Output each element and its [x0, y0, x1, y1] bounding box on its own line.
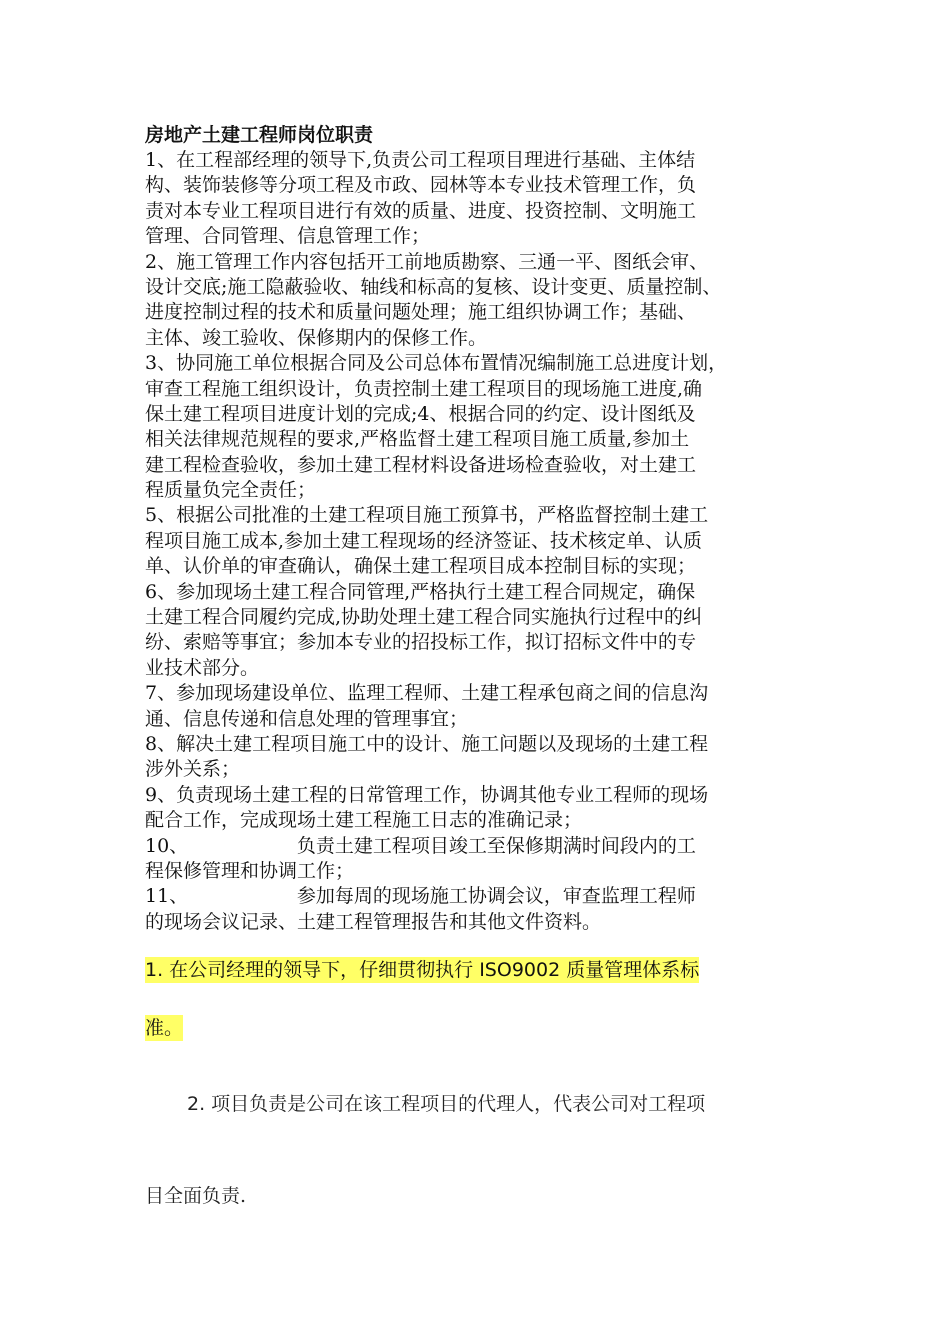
text-line: 11、 参加每周的现场施工协调会议，审查监理工程师	[145, 885, 696, 908]
text-line: 保土建工程项目进度计划的完成;4、根据合同的约定、设计图纸及	[145, 402, 696, 425]
text-line: 程质量负完全责任；	[145, 479, 317, 502]
text-line: 管理、合同管理、信息管理工作；	[145, 225, 431, 248]
text-line: 程项目施工成本,参加土建工程现场的经济签证、技术核定单、认质	[145, 529, 703, 552]
text-line: 纷、索赔等事宜；参加本专业的招投标工作，拟订招标文件中的专	[145, 631, 697, 654]
paragraph-2-number: 2.	[187, 1093, 206, 1115]
highlighted-text-line: 准。	[145, 1017, 184, 1039]
text-line: 设计交底;施工隐蔽验收、轴线和标高的复核、设计变更、质量控制、	[145, 275, 722, 298]
text-line: 通、信息传递和信息处理的管理事宜；	[145, 707, 469, 730]
text-line: 1、在工程部经理的领导下,负责公司工程项目理进行基础、主体结	[145, 149, 696, 171]
text-line: 建工程检查验收，参加土建工程材料设备进场检查验收，对土建工	[145, 453, 697, 476]
document-title: 房地产土建工程师岗位职责	[145, 124, 374, 146]
paragraph-2-text: 项目负责是公司在该工程项目的代理人，代表公司对工程项	[205, 1093, 706, 1115]
text-line: 单、认价单的审查确认，确保土建工程项目成本控制目标的实现；	[145, 555, 697, 578]
text-line: 业技术部分。	[145, 656, 260, 679]
text-line: 责对本专业工程项目进行有效的质量、进度、投资控制、文明施工	[145, 199, 697, 222]
text-line: 6、参加现场土建工程合同管理,严格执行土建工程合同规定，确保	[145, 580, 696, 603]
paragraph-2-line	[187, 1091, 705, 1117]
highlighted-text-line: 1. 在公司经理的领导下，仔细贯彻执行 ISO9002 质量管理体系标	[145, 959, 700, 981]
text-line: 7、参加现场建设单位、监理工程师、土建工程承包商之间的信息沟	[145, 682, 709, 705]
text-line: 主体、竣工验收、保修期内的保修工作。	[145, 326, 488, 349]
text-line: 9、负责现场土建工程的日常管理工作，协调其他专业工程师的现场	[145, 783, 709, 806]
paragraph-2-line: 目全面负责.	[145, 1185, 247, 1207]
text-line: 10、 负责土建工程项目竣工至保修期满时间段内的工	[145, 834, 696, 857]
text-line: 的现场会议记录、土建工程管理报告和其他文件资料。	[145, 910, 602, 933]
text-line: 2、施工管理工作内容包括开工前地质勘察、三通一平、图纸会审、	[145, 250, 709, 273]
text-line: 构、装饰装修等分项工程及市政、园林等本专业技术管理工作，负	[145, 174, 697, 197]
text-line: 配合工作，完成现场土建工程施工日志的准确记录；	[145, 809, 583, 832]
text-line: 8、解决土建工程项目施工中的设计、施工问题以及现场的土建工程	[145, 732, 709, 755]
text-line: 进度控制过程的技术和质量问题处理；施工组织协调工作；基础、	[145, 301, 697, 324]
text-line: 审查工程施工组织设计，负责控制土建工程项目的现场施工进度,确	[145, 377, 703, 400]
text-line: 相关法律规范规程的要求,严格监督土建工程项目施工质量,参加土	[145, 428, 690, 451]
text-line: 涉外关系；	[145, 758, 241, 781]
text-line: 5、根据公司批准的土建工程项目施工预算书，严格监督控制土建工	[145, 504, 709, 527]
text-line: 土建工程合同履约完成,协助处理土建工程合同实施执行过程中的纠	[145, 606, 703, 629]
responsibilities-body	[145, 148, 825, 935]
text-line: 3、协同施工单位根据合同及公司总体布置情况编制施工总进度计划，	[145, 352, 728, 375]
text-line: 程保修管理和协调工作；	[145, 859, 355, 882]
